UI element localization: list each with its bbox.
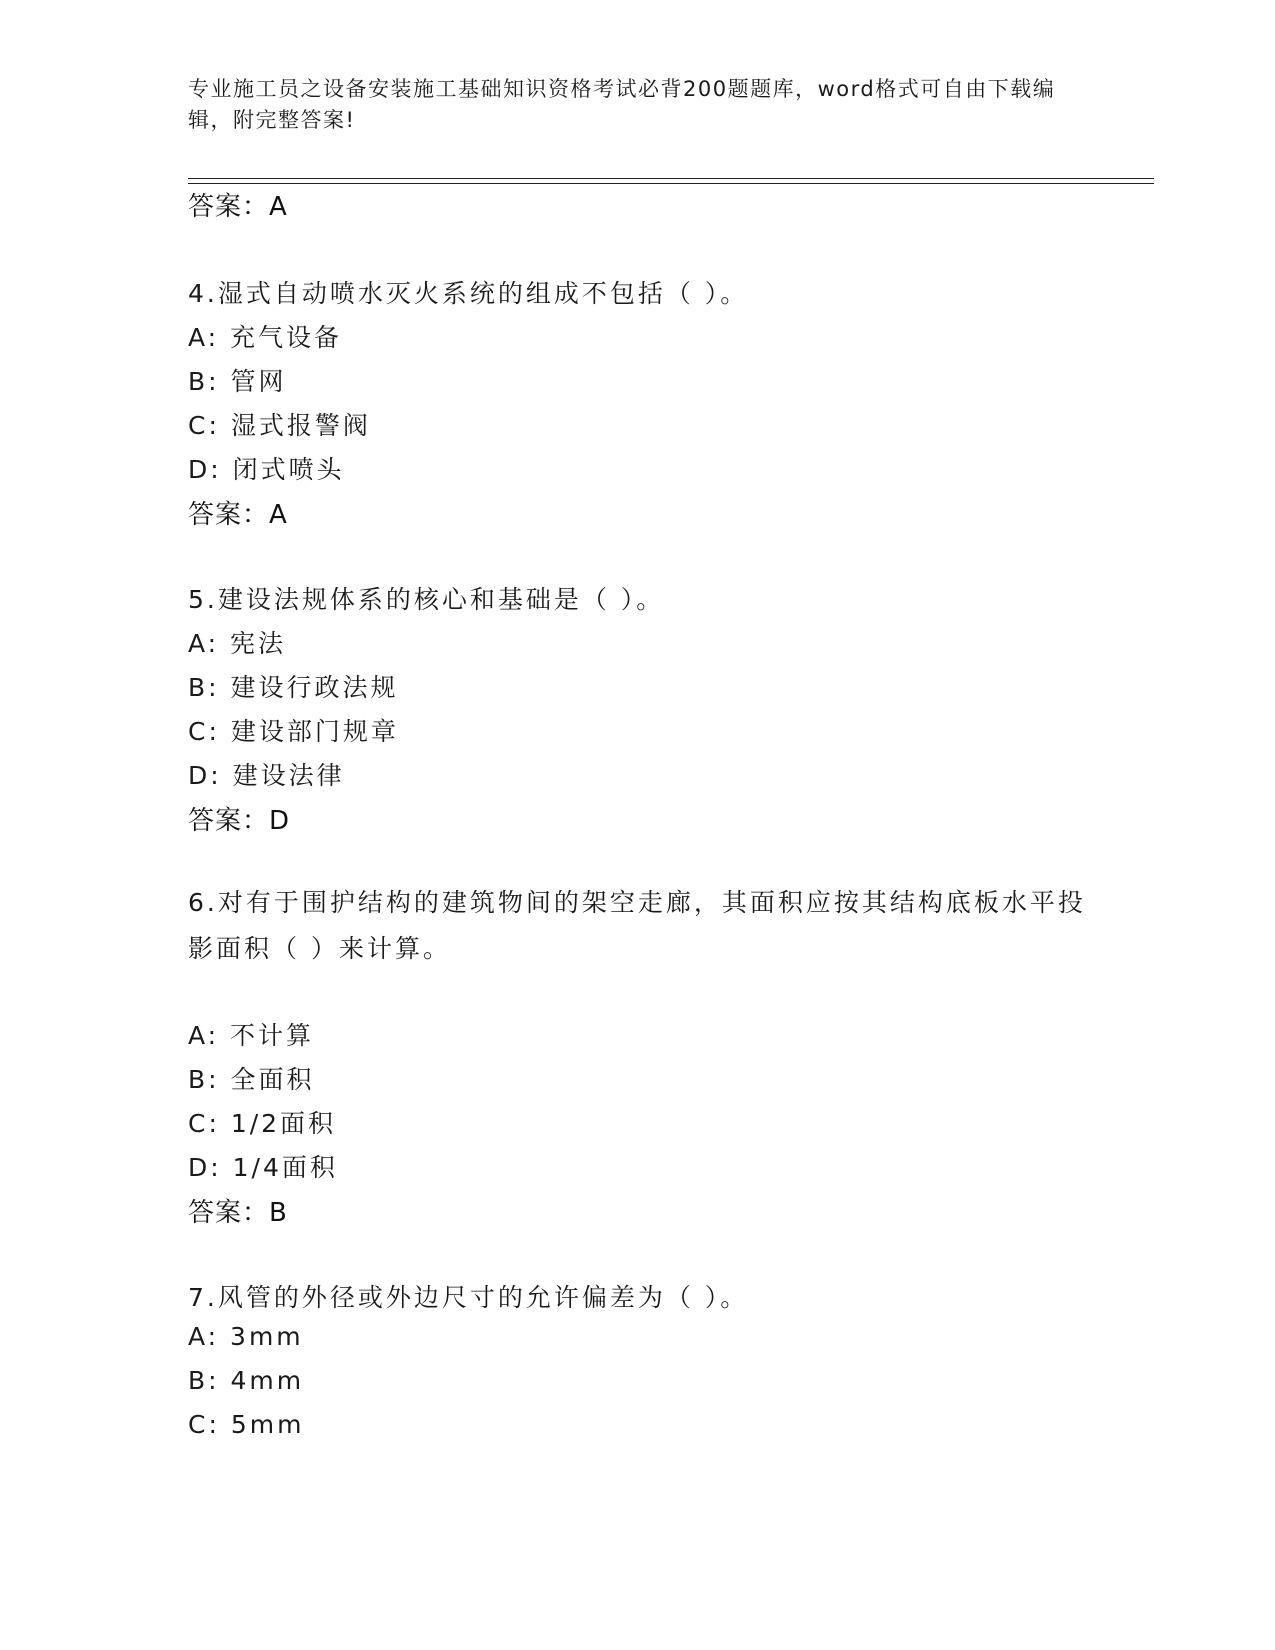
prev-answer [188,186,287,223]
question-7-option-c: C: 5mm [188,1410,305,1439]
answer-label: 答案： [188,500,270,530]
question-4-option-b: B: 管网 [188,367,287,396]
question-4-option-d: D: 闭式喷头 [188,455,345,484]
question-5-option-c: C: 建设部门规章 [188,717,399,746]
question-4-answer [188,494,287,531]
header-rule-bottom [188,183,1154,184]
question-7-option-a: A: 3mm [188,1322,304,1351]
document-header: 专业施工员之设备安装施工基础知识资格考试必背200题题库，word格式可自由下载编辑，附完整答案! [188,77,1056,132]
question-4-option-c: C: 湿式报警阀 [188,411,371,440]
answer-value: D [269,806,290,836]
answer-value: A [269,500,287,530]
question-7-option-b: B: 4mm [188,1366,305,1395]
question-5-option-b: B: 建设行政法规 [188,673,399,702]
question-6-stem: 6.对有于围护结构的建筑物间的架空走廊，其面积应按其结构底板水平投影面积（ ）来计算。 [188,888,1086,963]
question-7-stem: 7.风管的外径或外边尺寸的允许偏差为（ ）。 [188,1283,749,1312]
answer-label: 答案： [188,1198,270,1228]
answer-label: 答案： [188,806,270,836]
question-4-option-a: A: 充气设备 [188,323,343,352]
question-5-option-d: D: 建设法律 [188,761,345,790]
question-4-stem: 4.湿式自动喷水灭火系统的组成不包括（ ）。 [188,279,749,308]
question-5-stem: 5.建设法规体系的核心和基础是（ ）。 [188,585,665,614]
question-6-option-c: C: 1/2面积 [188,1109,337,1138]
question-5-answer [188,800,289,837]
question-6-answer [188,1192,287,1229]
question-5-option-a: A: 宪法 [188,629,287,658]
question-6-option-b: B: 全面积 [188,1065,315,1094]
question-6-option-a: A: 不计算 [188,1021,315,1050]
question-6-option-d: D: 1/4面积 [188,1153,338,1182]
answer-label: 答案： [188,192,270,222]
answer-value: B [269,1198,287,1228]
header-rule-top [188,178,1154,179]
answer-value: A [269,192,287,222]
